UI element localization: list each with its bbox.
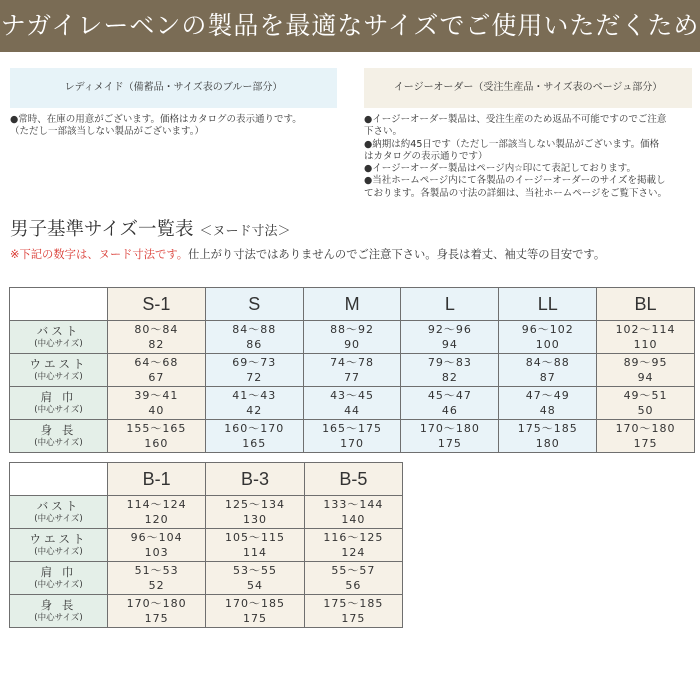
size-center: 77 <box>344 371 361 384</box>
size-center: 72 <box>246 371 263 384</box>
row-label-sub: (中心サイズ) <box>34 339 83 349</box>
size-cell <box>401 387 499 420</box>
size-range: 175～185 <box>323 597 384 610</box>
size-range: 69～73 <box>232 356 277 369</box>
size-range: 114～124 <box>126 498 187 511</box>
table-row <box>10 321 695 354</box>
size-center: 48 <box>539 404 556 417</box>
size-center: 82 <box>441 371 458 384</box>
size-cell <box>499 321 597 354</box>
row-label-sub: (中心サイズ) <box>34 613 83 623</box>
size-range: 96～102 <box>521 323 574 336</box>
size-center: 100 <box>535 338 560 351</box>
size-range: 170～180 <box>126 597 187 610</box>
caution-note <box>10 246 605 262</box>
size-range: 49～51 <box>623 389 668 402</box>
row-label-name: ウエスト <box>29 357 88 371</box>
size-range: 170～180 <box>615 422 676 435</box>
size-cell <box>206 496 304 529</box>
size-cell <box>205 354 303 387</box>
row-label <box>10 595 108 628</box>
size-range: 80～84 <box>134 323 179 336</box>
row-label <box>10 321 108 354</box>
row-label <box>10 420 108 453</box>
size-center: 130 <box>242 513 267 526</box>
header-row <box>10 288 695 321</box>
note-line: はカタログの表示通りです） <box>364 150 488 162</box>
size-center: 180 <box>535 437 560 450</box>
note-line: 下さい。 <box>364 126 403 138</box>
size-cell <box>304 595 402 628</box>
size-range: 43～45 <box>330 389 375 402</box>
size-center: 46 <box>441 404 458 417</box>
size-cell <box>108 562 206 595</box>
size-range: 92～96 <box>427 323 472 336</box>
size-header: B-5 <box>304 463 402 496</box>
size-cell <box>205 387 303 420</box>
size-center: 54 <box>246 579 263 592</box>
size-center: 94 <box>441 338 458 351</box>
size-center: 120 <box>144 513 169 526</box>
size-center: 140 <box>341 513 366 526</box>
size-range: 89～95 <box>623 356 668 369</box>
size-cell <box>108 595 206 628</box>
size-cell <box>108 420 206 453</box>
row-label-sub: (中心サイズ) <box>34 372 83 382</box>
size-center: 110 <box>633 338 658 351</box>
size-range: 47～49 <box>525 389 570 402</box>
size-cell <box>401 321 499 354</box>
size-center: 165 <box>242 437 267 450</box>
size-cell <box>108 496 206 529</box>
title-sub: ＜ヌード寸法＞ <box>199 224 291 239</box>
size-center: 50 <box>637 404 654 417</box>
row-label <box>10 496 108 529</box>
size-cell <box>303 387 401 420</box>
row-label-sub: (中心サイズ) <box>34 580 83 590</box>
size-cell <box>108 529 206 562</box>
size-header: B-1 <box>108 463 206 496</box>
size-center: 40 <box>148 404 165 417</box>
size-center: 44 <box>344 404 361 417</box>
row-label-sub: (中心サイズ) <box>34 514 83 524</box>
size-center: 175 <box>242 612 267 625</box>
size-cell <box>304 562 402 595</box>
size-range: 175～185 <box>517 422 578 435</box>
size-header: LL <box>499 288 597 321</box>
size-range: 125～134 <box>224 498 285 511</box>
note-line: ●常時、在庫の用意がございます。価格はカタログの表示通りです。 <box>10 114 302 125</box>
row-label <box>10 354 108 387</box>
note-line: （ただし一部該当しない製品がございます。） <box>10 126 204 138</box>
row-label-sub: (中心サイズ) <box>34 547 83 557</box>
size-range: 79～83 <box>427 356 472 369</box>
size-cell <box>303 321 401 354</box>
size-center: 67 <box>148 371 165 384</box>
note-line: ●イージーオーダー製品はページ内☆印にて表記しております。 <box>364 163 636 175</box>
title-main: 男子基準サイズ一覧表 <box>10 219 194 240</box>
row-label-name: 肩 巾 <box>40 390 77 404</box>
row-label <box>10 529 108 562</box>
header-row <box>10 463 403 496</box>
page-banner: ナガイレーベンの製品を最適なサイズでご使用いただくために <box>0 0 700 52</box>
row-label-name: 身 長 <box>40 598 77 612</box>
size-cell <box>303 354 401 387</box>
size-center: 175 <box>144 612 169 625</box>
size-range: 155～165 <box>126 422 187 435</box>
size-cell <box>499 420 597 453</box>
table-row <box>10 354 695 387</box>
size-range: 160～170 <box>224 422 285 435</box>
size-range: 45～47 <box>427 389 472 402</box>
size-range: 133～144 <box>323 498 384 511</box>
size-cell <box>597 321 695 354</box>
size-cell <box>206 595 304 628</box>
size-header: L <box>401 288 499 321</box>
size-cell <box>304 529 402 562</box>
size-center: 90 <box>344 338 361 351</box>
size-range: 116～125 <box>323 531 384 544</box>
size-table-big <box>9 462 403 628</box>
row-label-sub: (中心サイズ) <box>34 438 83 448</box>
table-row <box>10 562 403 595</box>
size-range: 170～180 <box>419 422 480 435</box>
size-range: 64～68 <box>134 356 179 369</box>
size-range: 88～92 <box>330 323 375 336</box>
table-row <box>10 529 403 562</box>
note-line: ●当社ホームページ内にて各製品のイージーオーダーのサイズを掲載し <box>364 175 666 187</box>
size-range: 102～114 <box>615 323 676 336</box>
easy-order-heading: イージーオーダー（受注生産品・サイズ表のベージュ部分） <box>364 68 692 108</box>
size-header: B-3 <box>206 463 304 496</box>
size-cell <box>499 354 597 387</box>
size-cell <box>205 321 303 354</box>
size-center: 94 <box>637 371 654 384</box>
row-label-name: バスト <box>36 499 81 513</box>
table-row <box>10 595 403 628</box>
size-range: 41～43 <box>232 389 277 402</box>
row-label-name: 肩 巾 <box>40 565 77 579</box>
size-cell <box>304 496 402 529</box>
caution-highlight: ※下記の数字は、ヌード寸法です。 <box>10 248 189 261</box>
row-label-name: ウエスト <box>29 532 88 546</box>
size-range: 84～88 <box>525 356 570 369</box>
size-cell <box>205 420 303 453</box>
size-center: 103 <box>144 546 169 559</box>
size-center: 87 <box>539 371 556 384</box>
size-cell <box>303 420 401 453</box>
size-cell <box>597 387 695 420</box>
size-cell <box>108 387 206 420</box>
row-label-sub: (中心サイズ) <box>34 405 83 415</box>
easy-order-notes <box>364 114 694 200</box>
size-range: 55～57 <box>331 564 376 577</box>
size-range: 84～88 <box>232 323 277 336</box>
size-center: 86 <box>246 338 263 351</box>
size-range: 39～41 <box>134 389 179 402</box>
row-label-name: 身 長 <box>40 423 77 437</box>
table-body <box>10 463 403 628</box>
size-table-standard <box>9 287 695 453</box>
caution-text: 仕上がり寸法ではありませんのでご注意下さい。身長は着丈、袖丈等の目安です。 <box>188 248 606 261</box>
page-title <box>10 215 291 241</box>
size-range: 165～175 <box>322 422 383 435</box>
size-header: M <box>303 288 401 321</box>
size-range: 53～55 <box>232 564 277 577</box>
size-center: 56 <box>345 579 362 592</box>
size-range: 105～115 <box>224 531 285 544</box>
size-center: 52 <box>148 579 165 592</box>
size-center: 160 <box>144 437 169 450</box>
size-cell <box>206 562 304 595</box>
size-range: 74～78 <box>330 356 375 369</box>
row-label <box>10 562 108 595</box>
size-center: 175 <box>437 437 462 450</box>
ready-made-notes <box>10 114 340 139</box>
size-cell <box>597 354 695 387</box>
size-center: 124 <box>341 546 366 559</box>
table-row <box>10 387 695 420</box>
size-cell <box>401 354 499 387</box>
ready-made-heading: レディメイド（備蓄品・サイズ表のブルー部分） <box>10 68 337 108</box>
table-row <box>10 496 403 529</box>
corner-cell <box>10 288 108 321</box>
size-center: 175 <box>341 612 366 625</box>
row-label-name: バスト <box>36 324 81 338</box>
row-label <box>10 387 108 420</box>
size-cell <box>597 420 695 453</box>
size-range: 170～185 <box>224 597 285 610</box>
size-cell <box>108 321 206 354</box>
size-range: 96～104 <box>130 531 183 544</box>
size-range: 51～53 <box>134 564 179 577</box>
size-center: 42 <box>246 404 263 417</box>
corner-cell <box>10 463 108 496</box>
table-body <box>10 288 695 453</box>
size-header: S-1 <box>108 288 206 321</box>
note-line: ●納期は約45日です（ただし一部該当しない製品がございます。価格 <box>364 138 660 150</box>
size-center: 82 <box>148 338 165 351</box>
note-line: ●イージーオーダー製品は、受注生産のため返品不可能ですのでご注意 <box>364 114 667 125</box>
size-cell <box>499 387 597 420</box>
size-cell <box>206 529 304 562</box>
note-line: ております。各製品の寸法の詳細は、当社ホームページをご覧下さい。 <box>364 187 668 199</box>
table-row <box>10 420 695 453</box>
size-header: BL <box>597 288 695 321</box>
size-header: S <box>205 288 303 321</box>
size-cell <box>108 354 206 387</box>
size-center: 170 <box>340 437 365 450</box>
size-center: 114 <box>242 546 267 559</box>
size-center: 175 <box>633 437 658 450</box>
size-cell <box>401 420 499 453</box>
